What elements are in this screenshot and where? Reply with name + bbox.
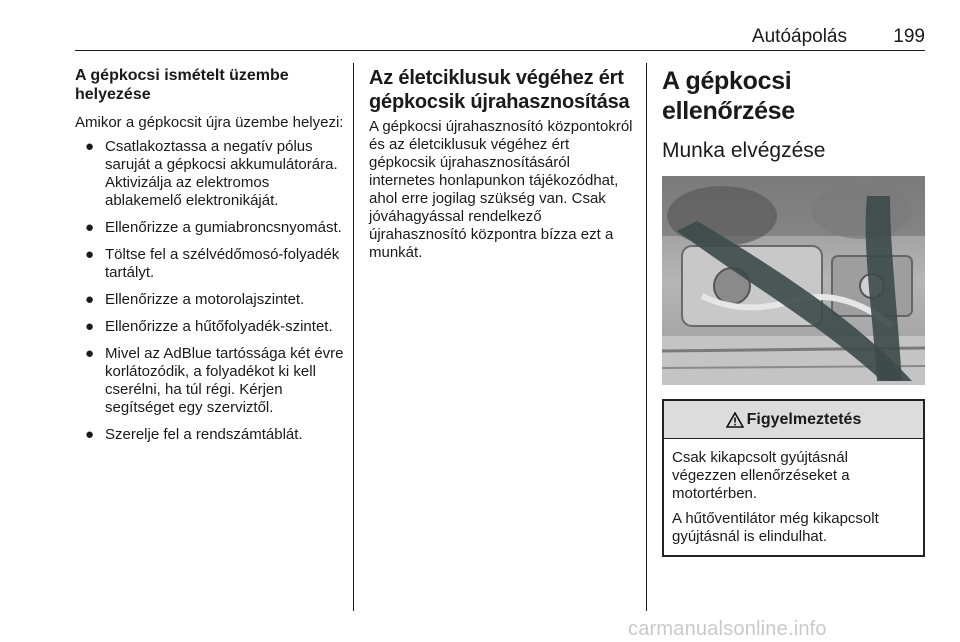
checklist-item-text: Ellenőrizze a gumiabroncsnyomást. [105,219,342,236]
checklist-item [75,426,345,444]
checklist-item-text: Mivel az AdBlue tartóssága két évre korlátozódik, a folyadékot ki kell cserélni, ha túl régi. Kérjen segítséget egy szerviztől. [105,345,344,416]
restart-checklist [75,138,345,444]
page-header [75,26,925,52]
restart-heading: A gépkocsi ismételt üzembe helyezése [75,67,289,103]
checklist-item-text: Szerelje fel a rendszámtáblát. [105,426,303,443]
page-number: 199 [893,26,925,47]
inspection-heading: A gépkocsi ellenőrzése [662,67,795,125]
checklist-item-text: Töltse fel a szélvédőmosó-folyadék tartályt. [105,246,340,281]
bullet-icon: ● [85,318,95,335]
section-title: Autóápolás [751,26,847,47]
checklist-item [75,318,345,336]
column-inspection [662,66,925,557]
header-rule [75,50,925,51]
warning-triangle-icon [726,412,744,428]
bullet-icon: ● [85,246,95,263]
watermark: carmanualsonline.info [628,618,827,640]
warning-line-1: Csak kikapcsolt gyújtásnál végezzen ellenőrzéseket a motortérben. [672,449,850,502]
inspection-subheading: Munka elvégzése [662,139,826,162]
checklist-item [75,219,345,237]
checklist-item [75,246,345,282]
bullet-icon: ● [85,291,95,308]
checklist-item-text: Ellenőrizze a hűtőfolyadék-szintet. [105,318,333,335]
bullet-icon: ● [85,426,95,443]
recycling-body: A gépkocsi újrahasznosító központokról és az életciklusuk végéhez ért gépkocsik újrahasznosításáról internetes honlapunkon tájékozódhat, ahol erre jogilag szükség van. Csak jóváhagyással rendelkező újrahasznosító központra bízza ezt a munkát. [369,118,633,261]
bullet-icon: ● [85,219,95,236]
column-recycling [369,66,637,262]
bullet-icon: ● [85,345,95,362]
column-divider-2 [646,63,647,611]
checklist-item-text: Ellenőrizze a motorolajszintet. [105,291,305,308]
warning-header [664,401,923,439]
warning-title: Figyelmeztetés [746,410,862,428]
warning-box [662,399,925,557]
restart-intro: Amikor a gépkocsit újra üzembe helyezi: [75,114,344,131]
checklist-item-text: Csatlakoztassa a negatív pólus saruját a gépkocsi akkumulátorára. Aktivizálja az elektromos ablakemelő elektronikáját. [105,138,338,209]
warning-line-2: A hűtőventilátor még kikapcsolt gyújtásnál is elindulhat. [672,510,879,545]
engine-bay-photo [662,176,925,385]
engine-bay-illustration [662,176,925,385]
checklist-item [75,291,345,309]
recycling-heading: Az életciklusuk végéhez ért gépkocsik újrahasznosítása [369,67,630,113]
bullet-icon: ● [85,138,95,155]
checklist-item [75,138,345,210]
checklist-item [75,345,345,417]
column-divider-1 [353,63,354,611]
column-restart [75,66,345,453]
warning-body [664,439,923,555]
